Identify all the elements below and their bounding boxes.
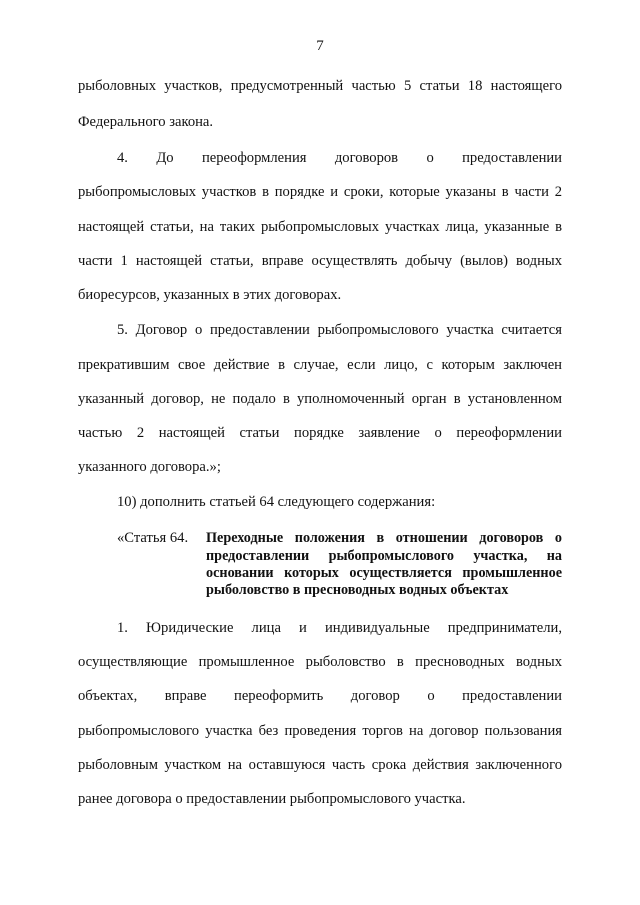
paragraph-5-first-line: 5. Договор о предоставлении рыбопромыслового участка считается	[117, 322, 562, 338]
page-number: 7	[316, 38, 324, 54]
text-line: рыболовным участком на оставшуюся часть срока действия заключенного	[78, 757, 562, 773]
text-line: настоящей статьи, на таких рыбопромысловых участках лица, указанные в	[78, 219, 562, 235]
text-line: рыбопромысловых участков в порядке и сроки, которые указаны в части 2	[78, 184, 562, 200]
paragraph-4-first-line: 4. До переоформления договоров о предоставлении	[117, 150, 562, 166]
article-heading-line: основании которых осуществляется промышленное	[206, 565, 562, 581]
text-line: ранее договора о предоставлении рыбопромыслового участка.	[78, 791, 466, 807]
text-line: рыбопромыслового участка без проведения торгов на договор пользования	[78, 723, 562, 739]
article-heading-prefix: «Статья 64.	[117, 530, 189, 546]
text-line: осуществляющие промышленное рыболовство в пресноводных водных	[78, 654, 562, 670]
text-line: части 1 настоящей статьи, вправе осуществлять добычу (вылов) водных	[78, 253, 562, 269]
article-paragraph-1-first-line: 1. Юридические лица и индивидуальные предприниматели,	[117, 620, 562, 636]
text-line: указанного договора.»;	[78, 459, 221, 475]
text-line: Федерального закона.	[78, 114, 214, 130]
article-heading-line: Переходные положения в отношении договоров о	[206, 530, 562, 546]
text-line: прекратившим свое действие в случае, если лицо, с которым заключен	[78, 357, 562, 373]
text-line: рыболовных участков, предусмотренный частью 5 статьи 18 настоящего	[78, 78, 562, 94]
text-line: указанный договор, не подало в уполномоченный орган в установленном	[78, 391, 562, 407]
article-heading-line: рыболовство в пресноводных водных объектах	[206, 582, 509, 598]
article-heading-line: предоставлении рыбопромыслового участка, на	[206, 548, 562, 564]
amendment-item-10: 10) дополнить статьей 64 следующего содержания:	[117, 494, 436, 510]
text-line: объектах, вправе переоформить договор о предоставлении	[78, 688, 562, 704]
text-line: биоресурсов, указанных в этих договорах.	[78, 287, 342, 303]
text-line: частью 2 настоящей статьи порядке заявление о переоформлении	[78, 425, 562, 441]
